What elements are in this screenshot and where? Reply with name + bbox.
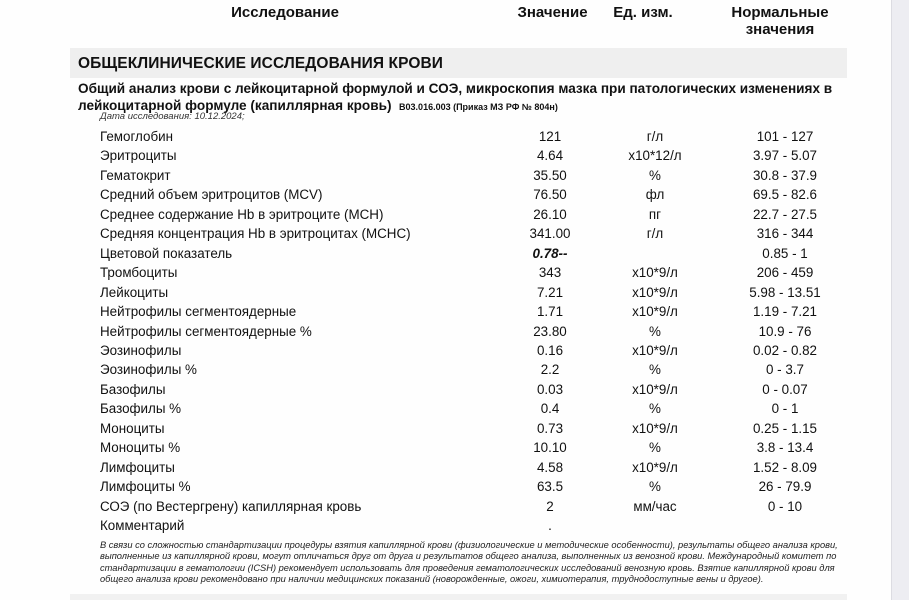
table-row — [0, 246, 891, 265]
result-name: Средний объем эритроцитов (MCV) — [100, 187, 323, 203]
table-row — [0, 148, 891, 167]
result-unit: % — [649, 401, 661, 417]
table-row — [0, 401, 891, 420]
result-value: 10.10 — [533, 440, 567, 456]
table-row — [0, 207, 891, 226]
result-unit: x10*9/л — [632, 420, 678, 436]
result-norm: 3.97 - 5.07 — [752, 148, 818, 164]
result-value: 0.16 — [536, 342, 564, 358]
result-unit: x10*9/л — [632, 304, 678, 320]
result-value: 63.5 — [536, 479, 564, 495]
table-row — [0, 343, 891, 362]
result-name: Моноциты — [100, 420, 165, 436]
result-name: Среднее содержание Hb в эритроците (MCH) — [100, 206, 384, 222]
result-value-flagged: 0.78-- — [532, 245, 568, 261]
result-name: Нейтрофилы сегментоядерные % — [100, 323, 312, 339]
section-title: ОБЩЕКЛИНИЧЕСКИЕ ИССЛЕДОВАНИЯ КРОВИ — [78, 55, 444, 72]
result-norm: 0 - 0.07 — [762, 381, 808, 397]
analysis-code: В03.016.003 (Приказ МЗ РФ № 804н) — [399, 102, 558, 112]
result-norm: 30.8 - 37.9 — [752, 167, 818, 183]
table-row — [0, 382, 891, 401]
table-row — [0, 129, 891, 148]
result-unit: % — [649, 167, 661, 183]
result-norm: 101 - 127 — [756, 129, 814, 144]
table-row — [0, 265, 891, 284]
result-value: 2 — [546, 498, 554, 514]
result-value: 343 — [538, 265, 562, 281]
result-unit: пг — [648, 206, 662, 222]
result-unit: x10*9/л — [632, 342, 678, 358]
table-row — [0, 499, 891, 518]
result-name: Средняя концентрация Hb в эритроцитах (MCHC) — [100, 226, 411, 242]
result-name: Лимфоциты — [100, 459, 175, 475]
result-unit: % — [649, 440, 661, 456]
result-norm: 22.7 - 27.5 — [752, 206, 818, 222]
result-name: Эритроциты — [100, 148, 177, 164]
result-value: 2.2 — [540, 362, 560, 378]
result-unit: г/л — [646, 129, 664, 144]
result-name: Нейтрофилы сегментоядерные — [100, 304, 297, 320]
result-name: СОЭ (по Вестергрену) капиллярная кровь — [100, 498, 362, 514]
result-name: Лимфоциты % — [100, 479, 191, 495]
result-norm: 5.98 - 13.51 — [749, 284, 821, 300]
result-value: . — [548, 518, 552, 533]
header-norm — [715, 4, 845, 38]
result-value: 1.71 — [536, 304, 564, 320]
table-row — [0, 226, 891, 245]
disclaimer-note: В связи со сложностью стандартизации процедуры взятия капиллярной крови (физиологические и методические особенности), результаты общего анализа крови, выполненные из капиллярной крови, могут отличаться друг от друга и результатов общего анализа, выполненных из венозной крови. Международный комитет по стандартизации в гематологии (ICSH) рекомендует использовать для проведения гематологических исследований венозную кровь. Взятие капиллярной крови для общего анализа крови рекомендовано при наличии медицинских показаний (новорожденные, ожоги, химиотерапия, труднодоступные вены и другое). — [100, 540, 838, 584]
result-name: Тромбоциты — [100, 265, 178, 281]
result-unit: x10*12/л — [628, 148, 682, 164]
table-row — [0, 168, 891, 187]
table-row — [0, 421, 891, 440]
table-row — [0, 187, 891, 206]
result-value: 4.64 — [536, 148, 564, 164]
result-unit: фл — [645, 187, 665, 203]
result-name: Гемоглобин — [100, 129, 174, 144]
result-name: Цветовой показатель — [100, 245, 233, 261]
result-name: Базофилы — [100, 381, 166, 397]
result-name: Моноциты % — [100, 440, 181, 456]
result-norm: 316 - 344 — [756, 226, 814, 242]
result-name: Лейкоциты — [100, 284, 169, 300]
result-value: 0.4 — [540, 401, 560, 417]
result-name: Эозинофилы % — [100, 362, 197, 378]
result-unit: % — [649, 479, 661, 495]
result-norm: 10.9 - 76 — [758, 323, 812, 339]
result-value: 341.00 — [529, 226, 571, 242]
table-row — [0, 362, 891, 381]
result-name: Комментарий — [100, 518, 185, 533]
result-norm: 26 - 79.9 — [758, 479, 812, 495]
result-norm: 3.8 - 13.4 — [756, 440, 814, 456]
result-value: 0.03 — [536, 381, 564, 397]
header-norm-line2: значения — [745, 21, 815, 38]
result-unit: % — [649, 362, 661, 378]
study-date: Дата исследования: 10.12.2024; — [100, 111, 245, 122]
header-study: Исследование — [231, 4, 339, 21]
result-norm: 0.85 - 1 — [762, 245, 808, 261]
result-norm: 0.25 - 1.15 — [752, 420, 818, 436]
scrollbar[interactable] — [891, 0, 909, 600]
result-norm: 0 - 1 — [771, 401, 799, 417]
result-unit: мм/час — [633, 498, 677, 514]
next-section-band — [70, 594, 847, 600]
result-norm: 0 - 3.7 — [766, 362, 804, 378]
result-norm: 0 - 10 — [767, 498, 803, 514]
result-unit: г/л — [646, 226, 664, 242]
result-norm: 0.02 - 0.82 — [752, 342, 818, 358]
result-unit: x10*9/л — [632, 459, 678, 475]
result-value: 121 — [538, 129, 562, 144]
result-name: Эозинофилы — [100, 342, 182, 358]
table-row — [0, 479, 891, 498]
table-row — [0, 285, 891, 304]
result-norm: 69.5 - 82.6 — [752, 187, 818, 203]
result-value: 4.58 — [536, 459, 564, 475]
result-value: 76.50 — [533, 187, 567, 203]
result-value: 0.73 — [536, 420, 564, 436]
result-norm: 1.52 - 8.09 — [752, 459, 818, 475]
result-unit: x10*9/л — [632, 284, 678, 300]
table-row — [0, 460, 891, 479]
result-value: 7.21 — [536, 284, 564, 300]
result-norm: 206 - 459 — [756, 265, 814, 281]
table-row — [0, 304, 891, 323]
header-value: Значение — [517, 4, 588, 21]
analysis-name: Общий анализ крови с лейкоцитарной формулой и СОЭ, микроскопия мазка при патологических изменениях в лейкоцитарной формуле (капиллярная кровь) — [78, 81, 833, 113]
header-unit: Ед. изм. — [613, 4, 673, 21]
result-unit: x10*9/л — [632, 381, 678, 397]
result-value: 35.50 — [533, 167, 567, 183]
table-row — [0, 324, 891, 343]
result-name: Базофилы % — [100, 401, 182, 417]
table-row — [0, 440, 891, 459]
table-row — [0, 518, 891, 537]
result-norm: 1.19 - 7.21 — [752, 304, 818, 320]
result-value: 23.80 — [533, 323, 567, 339]
result-unit: % — [649, 323, 661, 339]
header-norm-line1: Нормальные — [731, 4, 829, 21]
result-value: 26.10 — [533, 206, 567, 222]
result-name: Гематокрит — [100, 167, 171, 183]
result-unit: x10*9/л — [632, 265, 678, 281]
